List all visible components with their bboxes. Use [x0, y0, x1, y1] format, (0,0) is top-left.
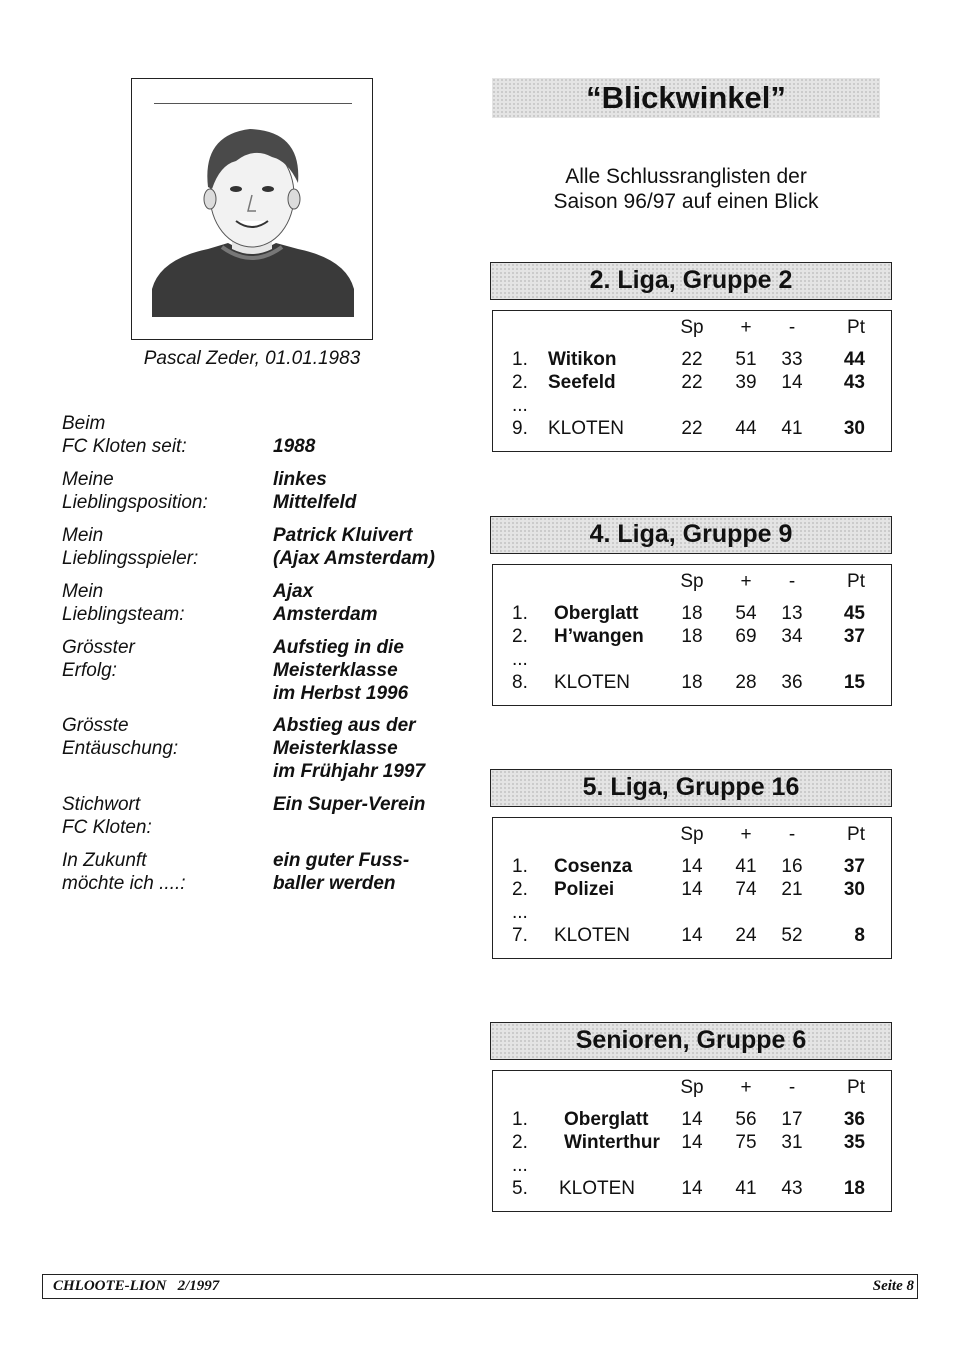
profile-value: ein guter Fuss- baller werden [273, 850, 410, 894]
col-header-minus: - [788, 824, 796, 845]
goals-against: 14 [781, 372, 803, 393]
points: 37 [843, 626, 865, 647]
rank: 1. [512, 1109, 528, 1130]
goals-against: 52 [781, 925, 803, 946]
points: 30 [843, 418, 865, 439]
team: Winterthur [564, 1132, 660, 1153]
league-table [492, 310, 892, 452]
rank: 9. [512, 418, 528, 439]
ellipsis: ... [512, 649, 528, 670]
sp: 22 [681, 372, 703, 393]
profile-value: Patrick Kluivert (Ajax Amsterdam) [273, 525, 435, 569]
points: 36 [843, 1109, 865, 1130]
profile-label: Grösster Erfolg: [62, 637, 135, 681]
sp: 18 [681, 603, 703, 624]
sp: 14 [681, 925, 703, 946]
col-header-minus: - [788, 317, 796, 338]
col-header-minus: - [788, 1077, 796, 1098]
sp: 18 [681, 626, 703, 647]
league-title: 5. Liga, Gruppe 16 [490, 769, 892, 807]
league-table [492, 1070, 892, 1212]
goals-for: 56 [735, 1109, 757, 1130]
points: 43 [843, 372, 865, 393]
intro-text: Alle Schlussranglisten der Saison 96/97 auf einen Blick [553, 165, 819, 213]
photo-caption: Pascal Zeder, 01.01.1983 [143, 348, 361, 369]
col-header-sp: Sp [680, 824, 704, 845]
sp: 14 [681, 1109, 703, 1130]
page-number: Seite 8 [872, 1278, 914, 1294]
profile-label: Stichwort FC Kloten: [62, 794, 152, 838]
sp: 18 [681, 672, 703, 693]
col-header-pt: Pt [847, 317, 865, 338]
goals-for: 75 [735, 1132, 757, 1153]
goals-against: 36 [781, 672, 803, 693]
profile-value: Aufstieg in die Meisterklasse im Herbst 1996 [273, 637, 409, 704]
rank: 1. [512, 856, 528, 877]
rank: 2. [512, 626, 528, 647]
goals-for: 54 [735, 603, 757, 624]
col-header-pt: Pt [847, 1077, 865, 1098]
profile-label: In Zukunft möchte ich ....: [62, 850, 186, 894]
profile-value: linkes Mittelfeld [273, 469, 357, 513]
team: KLOTEN [559, 1178, 636, 1199]
team: KLOTEN [554, 672, 631, 693]
league-title: 2. Liga, Gruppe 2 [490, 262, 892, 300]
goals-for: 24 [735, 925, 757, 946]
points: 8 [854, 925, 865, 946]
team: Oberglatt [564, 1109, 649, 1130]
rank: 2. [512, 1132, 528, 1153]
goals-for: 39 [735, 372, 757, 393]
rank: 5. [512, 1178, 528, 1199]
points: 18 [843, 1178, 865, 1199]
points: 35 [843, 1132, 865, 1153]
team: Seefeld [548, 372, 616, 393]
team: Polizei [554, 879, 615, 900]
col-header-plus: + [740, 1077, 752, 1098]
ellipsis: ... [512, 1155, 528, 1176]
section-title: “Blickwinkel” [492, 78, 880, 118]
col-header-sp: Sp [680, 571, 704, 592]
goals-against: 43 [781, 1178, 803, 1199]
profile-value: 1988 [273, 436, 316, 457]
sp: 22 [681, 349, 703, 370]
col-header-plus: + [740, 571, 752, 592]
publication-name: CHLOOTE-LION 2/1997 [53, 1278, 220, 1294]
profile-label: Beim FC Kloten seit: [62, 413, 187, 457]
profile-value: Ajax Amsterdam [273, 581, 378, 625]
col-header-sp: Sp [680, 1077, 704, 1098]
team: Cosenza [554, 856, 633, 877]
goals-against: 41 [781, 418, 803, 439]
page-footer [42, 1274, 918, 1299]
points: 37 [843, 856, 865, 877]
rank: 2. [512, 372, 528, 393]
rank: 1. [512, 349, 528, 370]
team: KLOTEN [554, 925, 631, 946]
goals-for: 41 [735, 1178, 757, 1199]
col-header-pt: Pt [847, 824, 865, 845]
rank: 2. [512, 879, 528, 900]
rank: 1. [512, 603, 528, 624]
sp: 14 [681, 1132, 703, 1153]
col-header-plus: + [740, 317, 752, 338]
team: Witikon [548, 349, 617, 370]
points: 45 [843, 603, 865, 624]
league-table [492, 817, 892, 959]
team: KLOTEN [548, 418, 625, 439]
goals-for: 74 [735, 879, 757, 900]
goals-for: 51 [735, 349, 757, 370]
profile-label: Grösste Entäuschung: [62, 715, 179, 759]
points: 44 [843, 349, 865, 370]
league-table [492, 564, 892, 706]
sp: 14 [681, 856, 703, 877]
sp: 22 [681, 418, 703, 439]
rank: 7. [512, 925, 528, 946]
goals-for: 41 [735, 856, 757, 877]
player-photo-frame [131, 78, 373, 340]
goals-against: 34 [781, 626, 803, 647]
league-title: 4. Liga, Gruppe 9 [490, 516, 892, 554]
ellipsis: ... [512, 395, 528, 416]
team: Oberglatt [554, 603, 639, 624]
points: 30 [843, 879, 865, 900]
goals-for: 69 [735, 626, 757, 647]
goals-against: 33 [781, 349, 803, 370]
col-header-plus: + [740, 824, 752, 845]
player-photo [150, 117, 356, 317]
profile-label: Mein Lieblingsspieler: [62, 525, 199, 569]
goals-against: 16 [781, 856, 803, 877]
col-header-sp: Sp [680, 317, 704, 338]
col-header-pt: Pt [847, 571, 865, 592]
photo-rule [154, 103, 352, 104]
sp: 14 [681, 879, 703, 900]
team: H’wangen [554, 626, 644, 647]
profile-value: Ein Super-Verein [273, 794, 426, 815]
goals-against: 13 [781, 603, 803, 624]
points: 15 [843, 672, 865, 693]
ellipsis: ... [512, 902, 528, 923]
goals-against: 17 [781, 1109, 803, 1130]
profile-value: Abstieg aus der Meisterklasse im Frühjahr 1997 [273, 715, 426, 782]
goals-against: 31 [781, 1132, 803, 1153]
col-header-minus: - [788, 571, 796, 592]
league-title: Senioren, Gruppe 6 [490, 1022, 892, 1060]
goals-for: 44 [735, 418, 757, 439]
profile-label: Mein Lieblingsteam: [62, 581, 185, 625]
goals-for: 28 [735, 672, 757, 693]
goals-against: 21 [781, 879, 803, 900]
rank: 8. [512, 672, 528, 693]
profile-label: Meine Lieblingsposition: [62, 469, 208, 513]
sp: 14 [681, 1178, 703, 1199]
